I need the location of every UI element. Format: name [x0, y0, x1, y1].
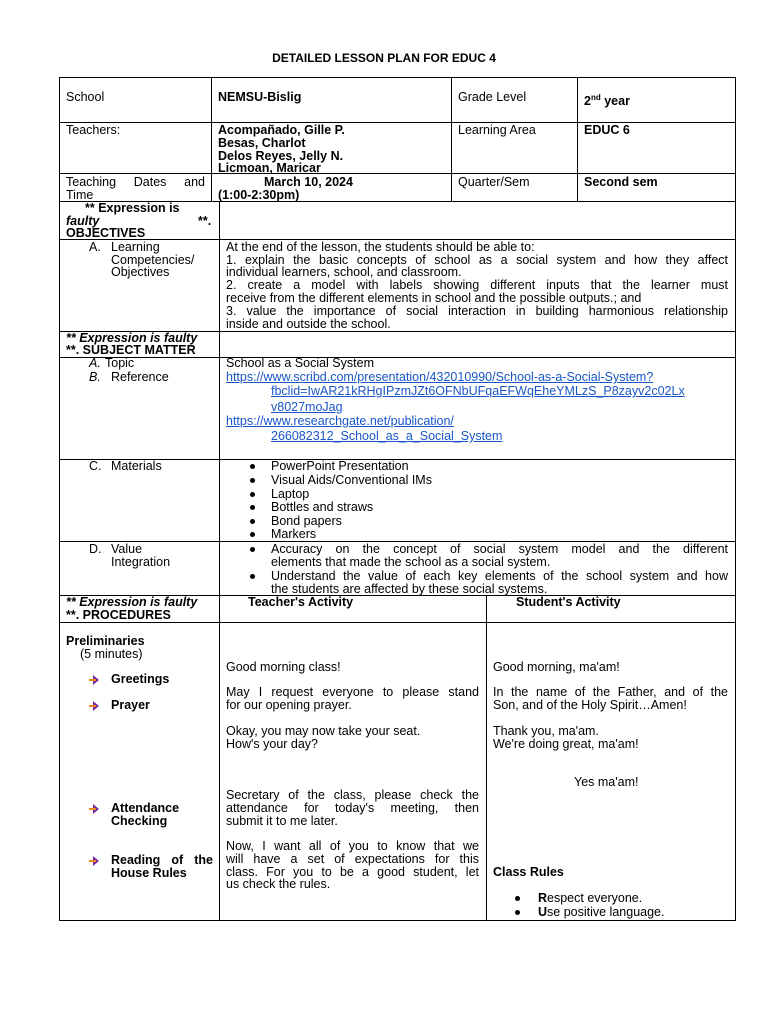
objectives-label: Objectives — [111, 265, 170, 279]
topic-letter: A. — [89, 356, 101, 370]
reference-link-2-cont[interactable]: 266082312_School_as_a_Social_System — [271, 429, 503, 443]
material-item: Markers — [271, 527, 317, 541]
reference-label: Reference — [111, 370, 169, 384]
value-label: Integration — [111, 555, 171, 569]
objective-line: individual learners, school, and classroom. — [226, 265, 462, 279]
material-item: PowerPoint Presentation — [271, 459, 409, 473]
materials-letter: C. — [89, 459, 102, 473]
teacher-line: attendance for today's meeting, then — [226, 801, 479, 815]
value-item: Accuracy on the concept of social system model and the different — [271, 542, 728, 556]
prayer-label: Prayer — [111, 698, 150, 712]
preliminaries-time: (5 minutes) — [80, 647, 143, 661]
objective-line: receive from the different elements in school and the possible outputs.; and — [226, 291, 642, 305]
student-line: Son, and of the Holy Spirit…Amen! — [493, 698, 687, 712]
teacher-line: submit it to me later. — [226, 814, 338, 828]
preliminaries-heading: Preliminaries — [66, 634, 145, 648]
value-item: Understand the value of each key elements of the school system and how — [271, 569, 728, 583]
reading-label: Reading of the — [111, 853, 213, 867]
material-item: Bond papers — [271, 514, 342, 528]
teacher-line: us check the rules. — [226, 877, 331, 891]
student-activity-heading: Student's Activity — [516, 595, 621, 609]
greetings-label: Greetings — [111, 672, 170, 686]
material-item: Bottles and straws — [271, 500, 374, 514]
teacher-line: for our opening prayer. — [226, 698, 352, 712]
objective-line: inside and outside the school. — [226, 317, 391, 331]
teacher-name: Delos Reyes, Jelly N. — [218, 149, 344, 163]
objectives-intro: At the end of the lesson, the students should be able to: — [226, 240, 535, 254]
teacher-name: Licmoan, Maricar — [218, 161, 321, 175]
procedures-heading: **. PROCEDURES — [66, 608, 171, 622]
objectives-error-2: faulty — [66, 214, 100, 228]
teacher-line: Now, I want all of you to know that we — [226, 839, 479, 853]
dates-label: Teaching Dates and — [66, 175, 205, 189]
teacher-line: Good morning class! — [226, 660, 341, 674]
objectives-label: Competencies/ — [111, 253, 195, 267]
subject-heading: **. SUBJECT MATTER — [66, 343, 196, 357]
teacher-line: class. For you to be a good student, let — [226, 865, 479, 879]
school-label: School — [66, 90, 105, 104]
reference-link-2[interactable]: https://www.researchgate.net/publication/ — [226, 414, 454, 428]
objectives-letter: A. — [89, 240, 101, 254]
quarter-label: Quarter/Sem — [458, 175, 530, 189]
teachers-label: Teachers: — [66, 123, 121, 137]
objective-line: 2. create a model with labels showing different inputs that the learner must — [226, 278, 728, 292]
reading-label-2: House Rules — [111, 866, 187, 880]
school-value: NEMSU-Bislig — [218, 90, 302, 104]
student-line: In the name of the Father, and of the — [493, 685, 728, 699]
teacher-line: Okay, you may now take your seat. — [226, 724, 421, 738]
value-item-cont: elements that made the school as a social system. — [271, 555, 551, 569]
value-label: Value — [111, 542, 143, 556]
reference-link-1-cont[interactable]: v8027moJag — [271, 400, 343, 414]
materials-label: Materials — [111, 459, 162, 473]
arrow-bullet-icon — [89, 803, 100, 814]
teacher-line: May I request everyone to please stand — [226, 685, 479, 699]
topic-label: Topic — [105, 356, 135, 370]
teacher-name: Acompañado, Gille P. — [218, 123, 345, 137]
grade-value: 2nd year — [584, 93, 630, 109]
student-line: Good morning, ma'am! — [493, 660, 620, 674]
topic-value: School as a Social System — [226, 356, 374, 370]
objectives-heading: OBJECTIVES — [66, 226, 146, 240]
document-title: DETAILED LESSON PLAN FOR EDUC 4 — [272, 51, 496, 65]
time-value: (1:00-2:30pm) — [218, 188, 300, 202]
material-item: Laptop — [271, 487, 310, 501]
student-line: Yes ma'am! — [574, 775, 639, 789]
quarter-value: Second sem — [584, 175, 658, 189]
reference-letter: B. — [89, 370, 101, 384]
student-line: Thank you, ma'am. — [493, 724, 599, 738]
reference-link-1-cont[interactable]: fbclid=IwAR21kRHgIPzmJZt6OFNbUFqaEFWqEheYMLzS_P8zayv2c02Lx — [271, 384, 685, 398]
area-value: EDUC 6 — [584, 123, 630, 137]
arrow-bullet-icon — [89, 700, 100, 711]
date-value: March 10, 2024 — [264, 175, 353, 189]
area-label: Learning Area — [458, 123, 536, 137]
subject-error: ** Expression is faulty — [66, 331, 198, 345]
reference-link-1[interactable]: https://www.scribd.com/presentation/432010990/School-as-a-Social-System? — [226, 370, 654, 384]
arrow-bullet-icon — [89, 855, 100, 866]
dates-label-2: Time — [66, 188, 94, 202]
class-rule-item: Respect everyone. — [538, 891, 643, 905]
student-line: We're doing great, ma'am! — [493, 737, 639, 751]
objectives-error: ** Expression is — [85, 201, 180, 215]
teacher-line: How's your day? — [226, 737, 319, 751]
teacher-activity-heading: Teacher's Activity — [248, 595, 354, 609]
grade-label: Grade Level — [458, 90, 527, 104]
objectives-error-3: **. — [198, 214, 212, 228]
value-item-cont: the students are affected by these social systems. — [271, 582, 548, 596]
material-item: Visual Aids/Conventional IMs — [271, 473, 432, 487]
class-rules-heading: Class Rules — [493, 865, 564, 879]
objective-line: 1. explain the basic concepts of school as a social system and how they affect — [226, 253, 728, 267]
objective-line: 3. value the importance of social interaction in building harmonious relationship — [226, 304, 728, 318]
teacher-name: Besas, Charlot — [218, 136, 306, 150]
class-rule-item: Use positive language. — [538, 905, 665, 919]
attendance-label-2: Checking — [111, 814, 168, 828]
value-letter: D. — [89, 542, 102, 556]
objectives-label: Learning — [111, 240, 160, 254]
teacher-line: Secretary of the class, please check the — [226, 788, 479, 802]
teacher-line: will have a set of expectations for this — [226, 852, 479, 866]
procedures-error: ** Expression is faulty — [66, 595, 198, 609]
arrow-bullet-icon — [89, 674, 100, 685]
attendance-label: Attendance — [111, 801, 180, 815]
